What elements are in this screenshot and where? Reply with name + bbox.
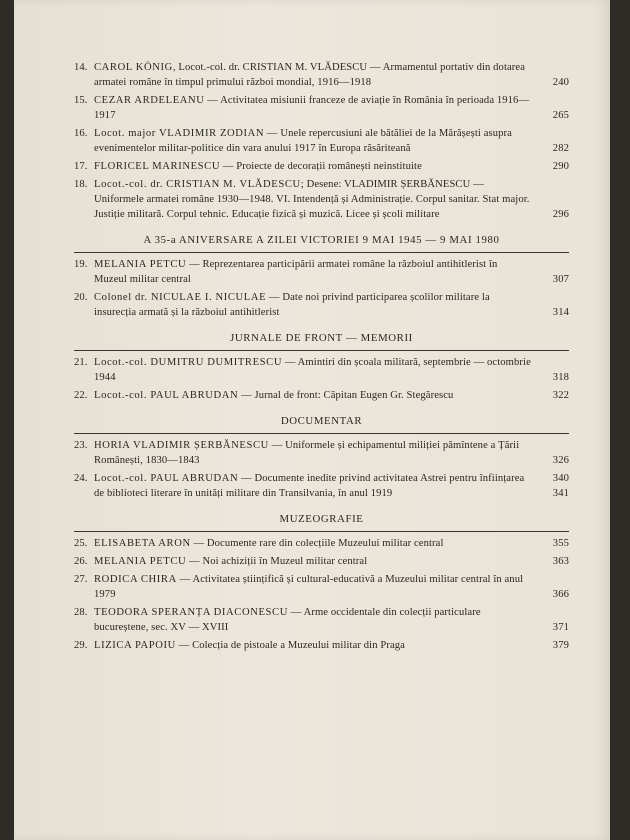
entry-title: — Arme occidentale din colecții particulare bucureștene, sec. XV — XVIII <box>94 607 481 633</box>
entry-page-number: 371 <box>552 622 569 633</box>
toc-entry <box>74 605 569 635</box>
entry-text <box>94 355 535 385</box>
entry-text <box>94 572 535 602</box>
entry-number: 14. <box>74 62 88 73</box>
entry-page-number: 307 <box>552 274 569 285</box>
entry-author: MELANIA PETCU <box>94 259 187 270</box>
section-rule <box>74 252 569 253</box>
entry-title: — Activitatea misiunii franceze de aviație în România în perioada 1916—1917 <box>94 95 530 121</box>
entry-author: Locot. major VLADIMIR ZODIAN <box>94 128 265 139</box>
entry-author: ELISABETA ARON <box>94 538 191 549</box>
entry-author: CAROL KÖNIG <box>94 62 173 73</box>
toc-entry <box>74 177 569 222</box>
section-heading-documentar: DOCUMENTAR <box>280 415 363 427</box>
entry-number: 16. <box>74 128 88 139</box>
section-rule <box>74 531 569 532</box>
entry-title: — Amintiri din școala militară, septembrie — octombrie 1944 <box>94 357 531 383</box>
entry-number: 29. <box>74 640 88 651</box>
entry-title: — Documente inedite privind activitatea Astrei pentru înființarea de biblioteci literare în unități militare din Transilvania, în anul 1919 <box>94 473 525 499</box>
entry-number: 17. <box>74 161 88 172</box>
entry-number: 23. <box>74 440 88 451</box>
entry-title: — Documente rare din colecțiile Muzeului militar central <box>190 538 444 549</box>
entry-number: 19. <box>74 259 88 270</box>
entry-title: — Activitatea științifică și cultural-educativă a Muzeului militar central în anul 1979 <box>94 574 524 600</box>
entry-text <box>94 471 535 501</box>
entry-title: — Unele repercusiuni ale bătăliei de la Mărășești asupra evenimentelor militar-politice din vara anului 1917 în Europa răsăriteană <box>94 128 512 154</box>
entry-text <box>94 159 535 174</box>
entry-page-number: 366 <box>552 589 569 600</box>
entries-group-b <box>74 257 569 320</box>
entry-number: 25. <box>74 538 88 549</box>
entry-page-number: 379 <box>552 640 569 651</box>
entry-page-number: 314 <box>552 307 569 318</box>
section-rule <box>74 350 569 351</box>
entry-text <box>94 554 535 569</box>
toc-entry <box>74 572 569 602</box>
entry-text <box>94 290 535 320</box>
section-heading-victory: A 35-a ANIVERSARE A ZILEI VICTORIEI 9 MAI 1945 — 9 MAI 1980 <box>143 234 500 246</box>
entry-author: Locot.-col. DUMITRU DUMITRESCU <box>94 357 283 368</box>
entry-number: 27. <box>74 574 88 585</box>
toc-entry <box>74 355 569 385</box>
entry-title: — Colecția de pistoale a Muzeului militar din Praga <box>175 640 405 651</box>
entry-author: Colonel dr. NICULAE I. NICULAE <box>94 292 267 303</box>
entry-text <box>94 257 535 287</box>
entries-group-c <box>74 355 569 403</box>
toc-entry <box>74 93 569 123</box>
entry-number: 18. <box>74 179 88 190</box>
toc-entry <box>74 438 569 468</box>
entry-title: — Noi achiziții în Muzeul militar central <box>186 556 368 567</box>
toc-entry <box>74 536 569 551</box>
entry-number: 20. <box>74 292 88 303</box>
toc-entry <box>74 126 569 156</box>
entry-number: 26. <box>74 556 88 567</box>
entry-page-number-secondary: 340 <box>552 473 569 484</box>
entries-group-e <box>74 536 569 653</box>
entry-text <box>94 438 535 468</box>
entry-page-number: 290 <box>552 161 569 172</box>
entry-page-number: 296 <box>552 209 569 220</box>
toc-entry <box>74 638 569 653</box>
section-rule <box>74 433 569 434</box>
entry-page-number: 322 <box>552 390 569 401</box>
entry-title: — Jurnal de front: Căpitan Eugen Gr. Stegărescu <box>238 390 454 401</box>
entries-group-d <box>74 438 569 501</box>
entry-author: FLORICEL MARINESCU <box>94 161 221 172</box>
section-heading-muzeografie: MUZEOGRAFIE <box>279 513 364 525</box>
toc-entry <box>74 290 569 320</box>
book-page <box>14 0 610 840</box>
entry-author: HORIA VLADIMIR ȘERBĂNESCU <box>94 440 269 451</box>
entry-page-number <box>535 471 569 501</box>
entry-author: Locot.-col. dr. CRISTIAN M. VLĂDESCU <box>94 179 301 190</box>
entry-author: CEZAR ARDELEANU <box>94 95 205 106</box>
entry-number: 21. <box>74 357 88 368</box>
entry-text <box>94 536 535 551</box>
entry-title: — Uniformele și echipamentul miliției pămîntene a Țării Românești, 1830—1843 <box>94 440 520 466</box>
entry-number: 24. <box>74 473 88 484</box>
entry-title: , Locot.-col. dr. CRISTIAN M. VLĂDESCU — Armamentul portativ din dotarea armatei române în timpul primului război mondial, 1916—1918 <box>94 62 526 88</box>
entry-text <box>94 126 535 156</box>
entry-author: Locot.-col. PAUL ABRUDAN <box>94 390 239 401</box>
entry-number: 22. <box>74 390 88 401</box>
toc-entry <box>74 471 569 501</box>
entry-page-number: 363 <box>552 556 569 567</box>
toc-entry <box>74 159 569 174</box>
entry-number: 28. <box>74 607 88 618</box>
entry-author: RODICA CHIRA <box>94 574 177 585</box>
entry-text <box>94 93 535 123</box>
table-of-contents <box>74 60 569 656</box>
toc-entry <box>74 60 569 90</box>
entry-title: — Proiecte de decorații românești neinstituite <box>220 161 422 172</box>
entry-page-number: 282 <box>552 143 569 154</box>
entry-text <box>94 177 535 222</box>
entry-page-number: 240 <box>552 77 569 88</box>
entry-text <box>94 388 535 403</box>
entry-author: MELANIA PETCU <box>94 556 187 567</box>
entries-group-a <box>74 60 569 222</box>
section-heading-front-journals: JURNALE DE FRONT — MEMORII <box>230 332 413 344</box>
entry-author: LIZICA PAPOIU <box>94 640 176 651</box>
entry-title: — Reprezentarea participării armatei române la războiul antihitlerist în Muzeul militar central <box>94 259 498 285</box>
entry-number: 15. <box>74 95 88 106</box>
entry-page-number: 326 <box>552 455 569 466</box>
entry-title: ; Desene: VLADIMIR ȘERBĂNESCU — Uniformele armatei române 1930—1948. VI. Intendență și Administrație. Corpul sanitar. Stat major. Justiție militară. Corpul tehnic. Educație fizică și muzică. Licee și școli militare <box>94 179 530 220</box>
entry-page-number: 265 <box>552 110 569 121</box>
entry-author: TEODORA SPERANȚA DIACONESCU <box>94 607 288 618</box>
toc-entry <box>74 554 569 569</box>
entry-author: Locot.-col. PAUL ABRUDAN <box>94 473 239 484</box>
entry-page-number: 318 <box>552 372 569 383</box>
entry-page-number: 341 <box>552 488 569 499</box>
entry-title: — Date noi privind participarea școlilor militare la insurecția armată și la războiul antihitlerist <box>94 292 490 318</box>
toc-entry <box>74 388 569 403</box>
entry-text <box>94 605 535 635</box>
toc-entry <box>74 257 569 287</box>
entry-text <box>94 638 535 653</box>
entry-page-number: 355 <box>552 538 569 549</box>
entry-text <box>94 60 535 90</box>
